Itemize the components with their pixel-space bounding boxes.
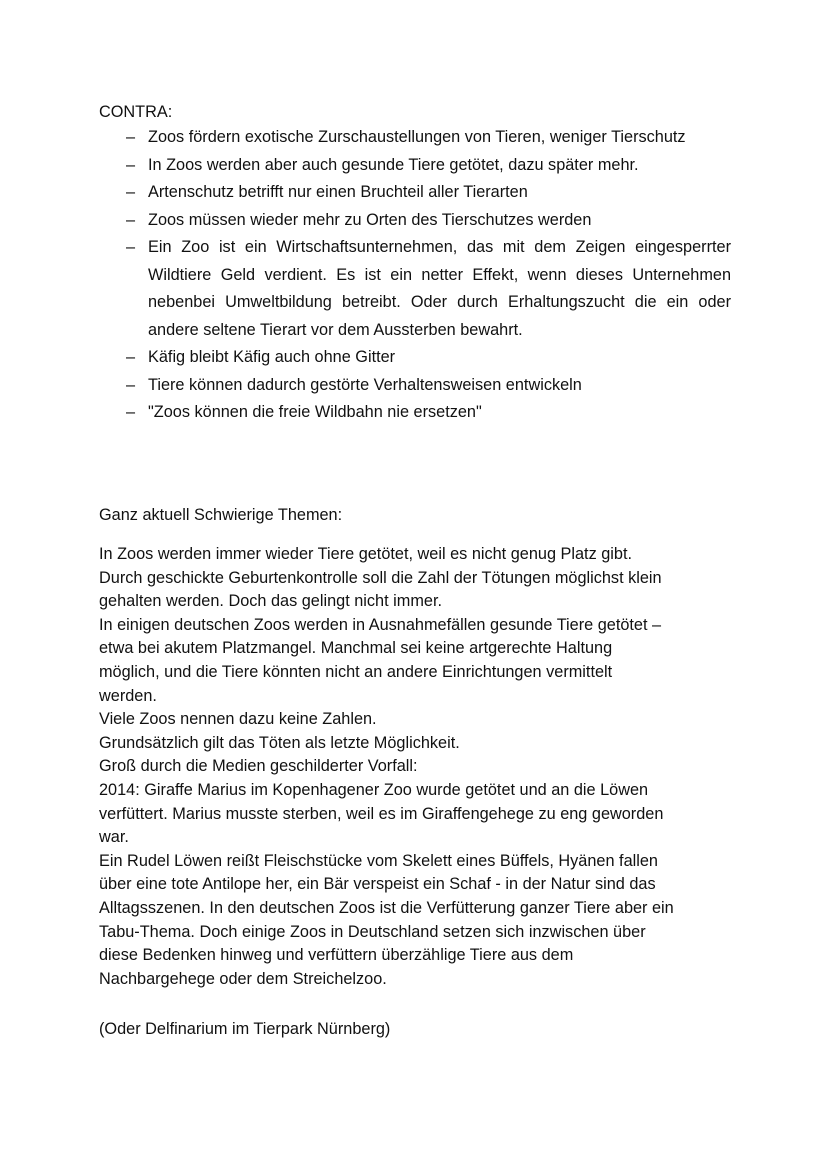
footer-note: (Oder Delfinarium im Tierpark Nürnberg) bbox=[99, 1020, 391, 1038]
paragraph-line: Durch geschickte Geburtenkontrolle soll die Zahl der Tötungen möglichst klein bbox=[99, 568, 662, 587]
list-item-text: Tiere können dadurch gestörte Verhaltensweisen entwickeln bbox=[148, 375, 582, 394]
paragraph-line: Tabu-Thema. Doch einige Zoos in Deutschland setzen sich inzwischen über bbox=[99, 922, 646, 941]
dash-bullet: – bbox=[126, 155, 136, 174]
list-item-text: "Zoos können die freie Wildbahn nie ersetzen" bbox=[148, 403, 482, 421]
list-item bbox=[99, 152, 731, 180]
paragraph-line: möglich, und die Tiere könnten nicht an andere Einrichtungen vermittelt bbox=[99, 662, 613, 681]
paragraph-line: war. bbox=[99, 828, 129, 847]
list-item bbox=[99, 344, 731, 372]
paragraph-line: gehalten werden. Doch das gelingt nicht immer. bbox=[99, 592, 443, 611]
paragraph-line: etwa bei akutem Platzmangel. Manchmal sei keine artgerechte Haltung bbox=[99, 639, 613, 658]
list-item bbox=[99, 207, 731, 235]
paragraph-line: Ein Rudel Löwen reißt Fleischstücke vom Skelett eines Büffels, Hyänen fallen bbox=[99, 851, 658, 870]
dash-bullet: – bbox=[126, 183, 136, 201]
paragraph-line: über eine tote Antilope her, ein Bär verspeist ein Schaf - in der Natur sind das bbox=[99, 875, 656, 894]
list-item-text: Artenschutz betrifft nur einen Bruchteil aller Tierarten bbox=[148, 183, 528, 201]
section-title: Ganz aktuell Schwierige Themen: bbox=[99, 506, 343, 524]
list-item bbox=[99, 124, 731, 152]
dash-bullet: – bbox=[126, 210, 136, 229]
list-item-text: Zoos fördern exotische Zurschaustellungen von Tieren, weniger Tierschutz bbox=[148, 128, 686, 146]
topics-paragraph bbox=[99, 543, 729, 991]
paragraph-line: Alltagsszenen. In den deutschen Zoos ist die Verfütterung ganzer Tiere aber ein bbox=[99, 898, 674, 917]
list-item bbox=[99, 179, 731, 207]
paragraph-line: 2014: Giraffe Marius im Kopenhagener Zoo wurde getötet und an die Löwen bbox=[99, 780, 649, 799]
list-item bbox=[99, 372, 731, 400]
paragraph-line: Grundsätzlich gilt das Töten als letzte Möglichkeit. bbox=[99, 733, 460, 752]
paragraph-line: werden. bbox=[99, 686, 157, 705]
list-item-text: Zoos müssen wieder mehr zu Orten des Tierschutzes werden bbox=[148, 210, 592, 229]
paragraph-line: diese Bedenken hinweg und verfüttern überzählige Tiere aus dem bbox=[99, 946, 574, 965]
list-item bbox=[99, 234, 731, 344]
dash-bullet: – bbox=[126, 403, 136, 421]
paragraph-line: verfüttert. Marius musste sterben, weil es im Giraffengehege zu eng geworden bbox=[99, 804, 664, 823]
list-item-text: Ein Zoo ist ein Wirtschaftsunternehmen, das mit dem Zeigen eingesperrter Wildtiere Geld verdient. Es ist ein netter Effekt, wenn dieses Unternehmen nebenbei Umweltbildung betreibt. Oder durch Erhaltungszucht die ein oder andere seltene Tierart vor dem Aussterben bewahrt. bbox=[148, 238, 731, 339]
list-item-text: In Zoos werden aber auch gesunde Tiere getötet, dazu später mehr. bbox=[148, 155, 639, 174]
contra-heading: CONTRA: bbox=[99, 103, 173, 121]
dash-bullet: – bbox=[126, 128, 136, 146]
list-item bbox=[99, 399, 731, 427]
paragraph-line: Nachbargehege oder dem Streichelzoo. bbox=[99, 969, 387, 988]
paragraph-line: In einigen deutschen Zoos werden in Ausnahmefällen gesunde Tiere getötet – bbox=[99, 615, 662, 634]
dash-bullet: – bbox=[126, 348, 136, 366]
dash-bullet: – bbox=[126, 238, 136, 256]
dash-bullet: – bbox=[126, 375, 136, 394]
paragraph-line: Viele Zoos nennen dazu keine Zahlen. bbox=[99, 710, 377, 729]
list-item-text: Käfig bleibt Käfig auch ohne Gitter bbox=[148, 348, 396, 366]
contra-list bbox=[99, 124, 731, 427]
paragraph-line: Groß durch die Medien geschilderter Vorfall: bbox=[99, 757, 418, 776]
paragraph-line: In Zoos werden immer wieder Tiere getötet, weil es nicht genug Platz gibt. bbox=[99, 545, 633, 563]
